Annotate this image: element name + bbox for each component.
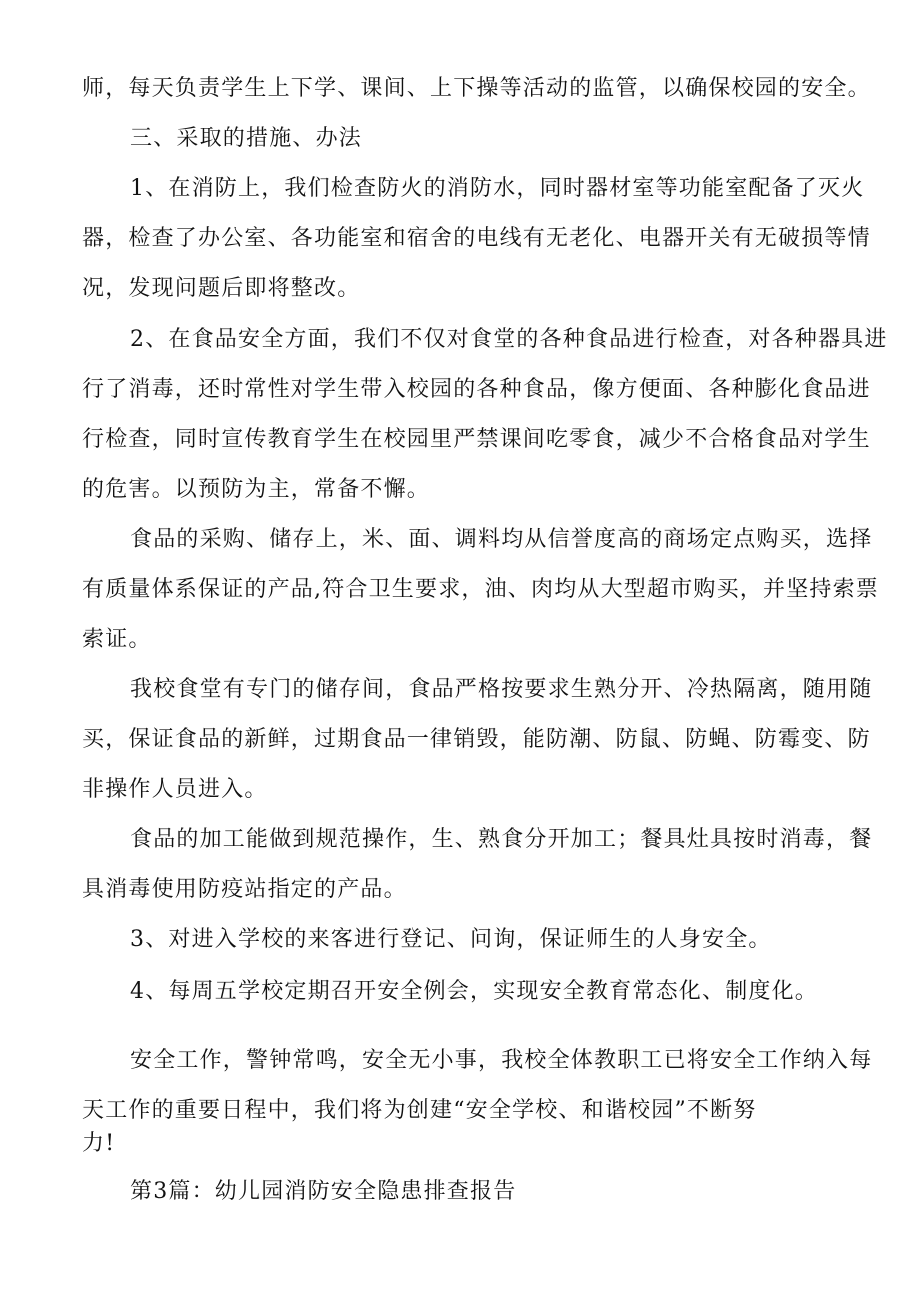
body-line: 师，每天负责学生上下学、课间、上下操等活动的监管，以确保校园的安全。	[82, 76, 871, 101]
body-line: 天工作的重要日程中，我们将为创建“安全学校、和谐校园”不断努	[82, 1098, 757, 1123]
body-line: 的危害。以预防为主，常备不懈。	[82, 477, 431, 502]
body-line: 况，发现问题后即将整改。	[82, 276, 361, 301]
body-line: 非操作人员进入。	[82, 777, 268, 802]
body-line: 有质量体系保证的产品,符合卫生要求，油、肉均从大型超市购买，并坚持索票	[82, 577, 879, 602]
body-line: 3、对进入学校的来客进行登记、问询，保证师生的人身安全。	[130, 927, 772, 952]
body-line: 行了消毒，还时常性对学生带入校园的各种食品，像方便面、各种膨化食品进	[82, 377, 871, 402]
section-heading: 三、采取的措施、办法	[130, 126, 363, 151]
body-line: 我校食堂有专门的储存间，食品严格按要求生熟分开、冷热隔离，随用随	[130, 677, 873, 702]
body-line: 行检查，同时宣传教育学生在校园里严禁课间吃零食，减少不合格食品对学生	[82, 427, 871, 452]
body-line: 1、在消防上，我们检查防火的消防水，同时器材室等功能室配备了灭火	[130, 176, 865, 201]
body-line: 安全工作，警钟常鸣，安全无小事，我校全体教职工已将安全工作纳入每	[130, 1048, 873, 1073]
body-line: 食品的采购、储存上，米、面、调料均从信誉度高的商场定点购买，选择	[130, 527, 873, 552]
body-line: 力!	[82, 1131, 116, 1156]
body-line: 买，保证食品的新鲜，过期食品一律销毁，能防潮、防鼠、防蝇、防霉变、防	[82, 727, 871, 752]
next-section-title: 第3篇：幼儿园消防安全隐患排查报告	[130, 1179, 517, 1204]
body-line: 器，检查了办公室、各功能室和宿舍的电线有无老化、电器开关有无破损等情	[82, 226, 871, 251]
body-line: 食品的加工能做到规范操作，生、熟食分开加工；餐具灶具按时消毒，餐	[130, 827, 873, 852]
body-line: 具消毒使用防疫站指定的产品。	[82, 877, 407, 902]
body-line: 索证。	[82, 627, 152, 652]
body-line: 4、每周五学校定期召开安全例会，实现安全教育常态化、制度化。	[130, 979, 818, 1004]
body-line: 2、在食品安全方面，我们不仅对食堂的各种食品进行检查，对各种器具进	[130, 327, 888, 352]
